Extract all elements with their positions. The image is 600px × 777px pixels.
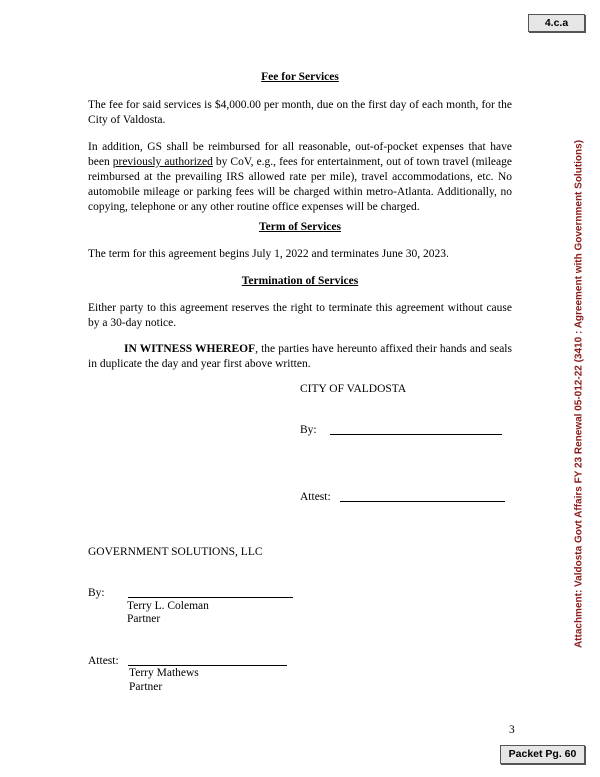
gs-signer1-title: Partner — [127, 613, 161, 625]
gs-attest-signature-line — [128, 665, 287, 666]
packet-page-tag: Packet Pg. 60 — [500, 745, 585, 764]
gs-by-signature-line — [128, 597, 293, 598]
witness-bold: IN WITNESS WHEREOF — [124, 343, 256, 355]
witness-paragraph — [88, 342, 512, 372]
gs-name: GOVERNMENT SOLUTIONS, LLC — [88, 546, 263, 558]
page-number: 3 — [509, 724, 515, 736]
gs-signer1-name: Terry L. Coleman — [127, 600, 209, 612]
termination-heading: Termination of Services — [241, 275, 359, 287]
fee-paragraph: The fee for said services is $4,000.00 per month, due on the first day of each month, for the City of Valdosta. — [88, 99, 512, 126]
gs-signer2-title: Partner — [129, 681, 163, 693]
gs-signer2-name: Terry Mathews — [129, 667, 199, 679]
gs-by-label: By: — [88, 587, 105, 599]
city-by-signature-line — [330, 434, 502, 435]
fee-heading: Fee for Services — [261, 71, 339, 83]
termination-paragraph: Either party to this agreement reserves the right to terminate this agreement without cause by a 30-day notice. — [88, 302, 512, 329]
expenses-text-start: In addition, GS shall be reimbursed for all reasonable, out-of-pocket expenses that have been — [88, 141, 512, 168]
city-attest-signature-line — [340, 501, 505, 502]
city-by-label: By: — [300, 424, 317, 436]
item-tag: 4.c.a — [528, 14, 585, 32]
term-heading: Term of Services — [259, 221, 341, 233]
previously-authorized-text: previously authorized — [112, 156, 213, 168]
city-attest-label: Attest: — [300, 491, 331, 503]
witness-text: , the parties have hereunto affixed their hands and seals in duplicate the day and year first above written. — [88, 343, 512, 370]
gs-attest-label: Attest: — [88, 655, 119, 667]
city-name: CITY OF VALDOSTA — [300, 383, 407, 395]
expenses-text-end: by CoV, e.g., fees for entertainment, out of town travel (mileage reimbursed at the prevailing IRS allowed rate per mile), travel accommodations, etc. No automobile mileage or parking fees will be charged within metro-Atlanta. Additionally, no copying, telephone or any other routine office expenses will be charged. — [88, 156, 512, 213]
attachment-sidebar: Attachment: Valdosta Govt Affairs FY 23 Renewal 05-012-22 (3410 : Agreement with Government Solutions) — [573, 139, 585, 649]
expenses-paragraph — [88, 140, 512, 215]
term-paragraph: The term for this agreement begins July 1, 2022 and terminates June 30, 2023. — [88, 248, 449, 260]
